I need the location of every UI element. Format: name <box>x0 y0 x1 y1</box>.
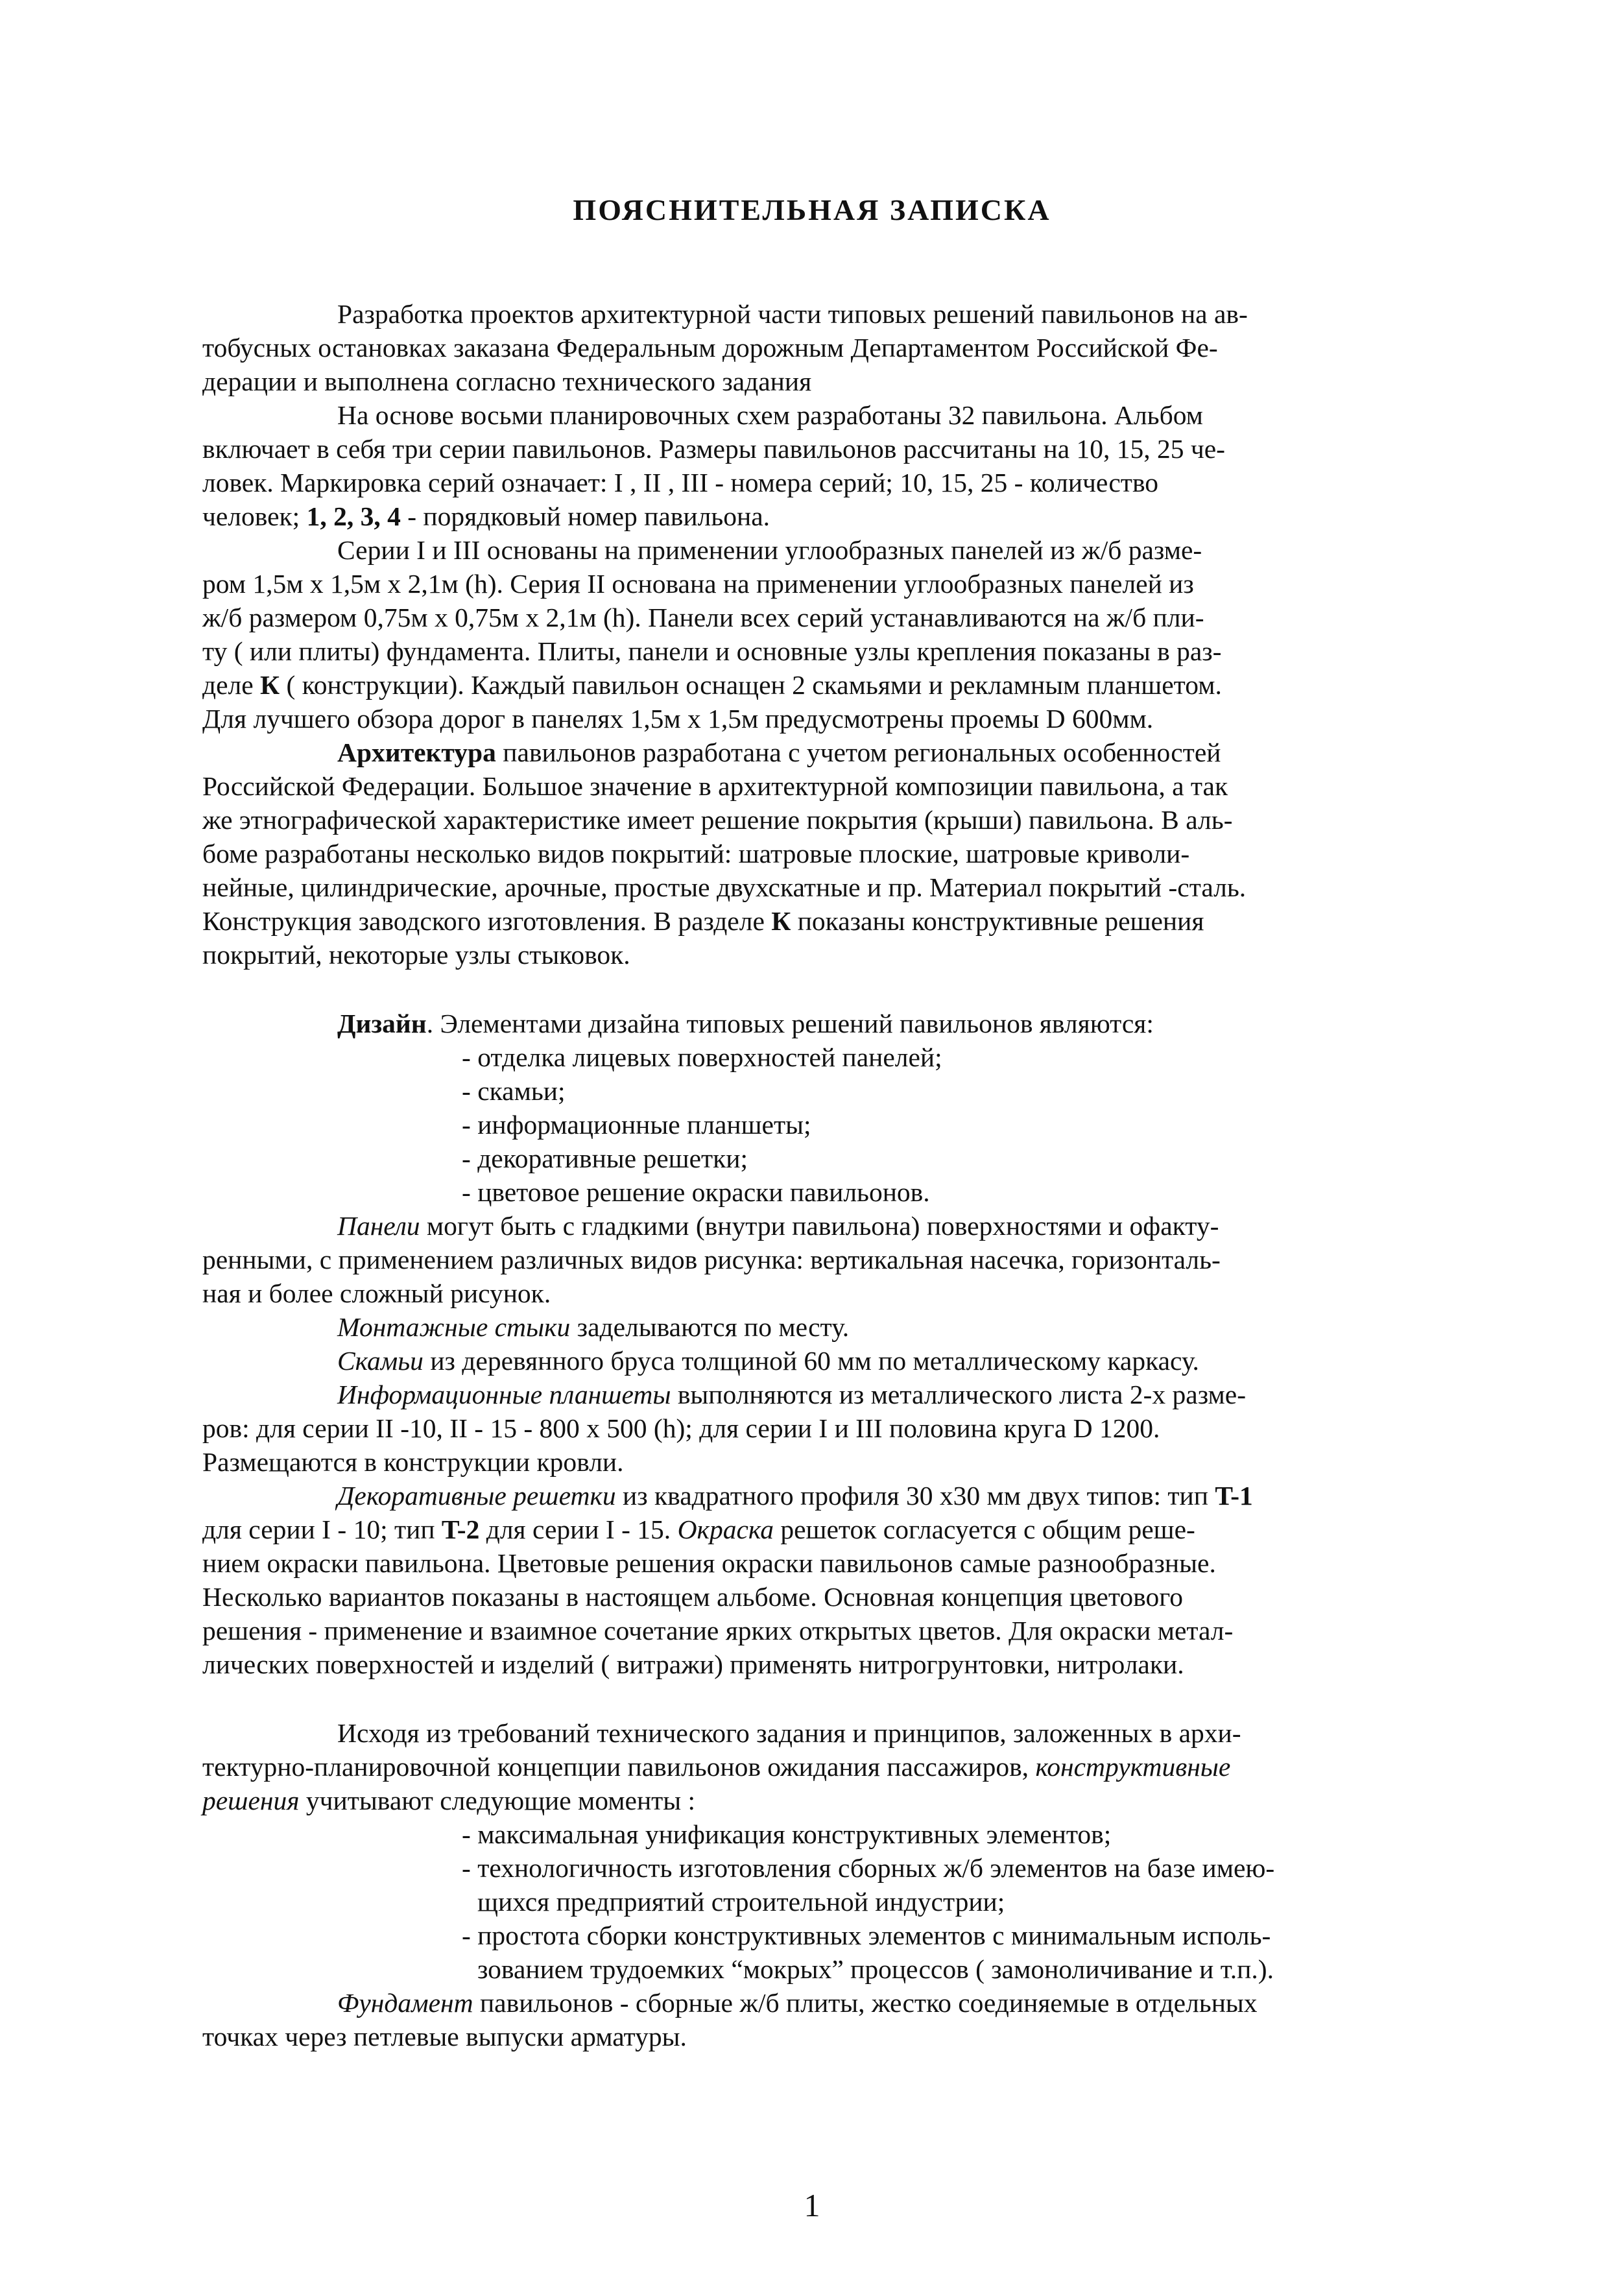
panels-line-2: ренными, с применением различных видов рисунка: вертикальная насечка, горизонталь- <box>202 1245 1221 1274</box>
panels-term: Панели <box>337 1211 420 1241</box>
constructive-list-item-cont: щихся предприятий строительной индустрии; <box>477 1887 1005 1917</box>
architecture-line-3: же этнографической характеристике имеет решение покрытия (крыши) павильона. В аль- <box>202 805 1233 835</box>
foundation-line-1-text: павильонов - сборные ж/б плиты, жестко соединяемые в отдельных <box>473 1988 1258 2018</box>
intro-line-7-numbers: 1, 2, 3, 4 <box>306 501 401 531</box>
design-list-item: - цветовое решение окраски павильонов. <box>462 1177 930 1207</box>
intro-line-2: тобусных остановках заказана Федеральным дорожным Департаментом Российской Фе- <box>202 333 1218 363</box>
intro-line-12-a: деле <box>202 670 261 700</box>
intro-line-3: дерации и выполнена согласно технического задания <box>202 366 812 396</box>
grilles-line-1 <box>337 1479 1253 1513</box>
foundation-line-2: точках через петлевые выпуски арматуры. <box>202 2022 687 2052</box>
constructive-line-3-b: учитывают следующие моменты : <box>299 1786 696 1815</box>
grilles-line-2-e: решеток согласуется с общим реше- <box>774 1514 1195 1544</box>
design-list-item: - информационные планшеты; <box>462 1110 811 1140</box>
architecture-line-5: нейные, цилиндрические, арочные, простые двухскатные и пр. Материал покрытий -сталь. <box>202 872 1247 902</box>
page-title: ПОЯСНИТЕЛЬНАЯ ЗАПИСКА <box>573 193 1051 226</box>
intro-line-12-k: К <box>260 670 280 700</box>
intro-line-7-c: - порядковый номер павильона. <box>400 501 770 531</box>
constructive-list-item: - простота сборки конструктивных элементов с минимальным исполь- <box>462 1920 1271 1950</box>
grilles-line-2 <box>202 1513 1195 1546</box>
grilles-line-2-a: для серии I - 10; тип <box>202 1514 442 1544</box>
constructive-list-item: - максимальная унификация конструктивных элементов; <box>462 1819 1112 1849</box>
panels-line-1-text: могут быть с гладкими (внутри павильона) поверхностями и офакту- <box>420 1211 1219 1241</box>
design-list-item: - декоративные решетки; <box>462 1143 748 1173</box>
architecture-line-4: боме разработаны несколько видов покрытий: шатровые плоские, шатровые криволи- <box>202 839 1190 868</box>
grille-type-t1: T-1 <box>1215 1481 1253 1511</box>
architecture-heading: Архитектура <box>337 737 496 767</box>
benches-term: Скамьи <box>337 1346 424 1376</box>
architecture-line-6-k: К <box>771 906 791 936</box>
joints-term: Монтажные стыки <box>337 1312 571 1342</box>
intro-line-11: ту ( или плиты) фундамента. Плиты, панели и основные узлы крепления показаны в раз- <box>202 636 1222 666</box>
architecture-line-1 <box>337 736 1221 769</box>
info-boards-line-3: Размещаются в конструкции кровли. <box>202 1447 624 1477</box>
architecture-line-1-text: павильонов разработана с учетом региональных особенностей <box>496 737 1221 767</box>
architecture-line-2: Российской Федерации. Большое значение в архитектурной композиции павильона, а так <box>202 771 1228 801</box>
intro-line-12 <box>202 668 1222 702</box>
foundation-line-1 <box>337 1986 1258 2020</box>
intro-line-5: включает в себя три серии павильонов. Размеры павильонов рассчитаны на 10, 15, 25 че- <box>202 434 1225 464</box>
intro-line-8: Серии I и III основаны на применении углообразных панелей из ж/б разме- <box>337 535 1202 565</box>
design-list-item: - отделка лицевых поверхностей панелей; <box>462 1042 942 1072</box>
grille-type-t2: T-2 <box>441 1514 480 1544</box>
info-boards-line-1 <box>337 1378 1246 1411</box>
info-boards-term: Информационные планшеты <box>337 1380 671 1409</box>
constructive-line-2-a: тектурно-планировочной концепции павильонов ожидания пассажиров, <box>202 1752 1036 1782</box>
grilles-line-1-text: из квадратного профиля 30 x30 мм двух типов: тип <box>615 1481 1215 1511</box>
constructive-list-item: - технологичность изготовления сборных ж/б элементов на базе имею- <box>462 1853 1275 1883</box>
intro-line-6: ловек. Маркировка серий означает: I , II , III - номера серий; 10, 15, 25 - количество <box>202 468 1158 497</box>
grilles-line-2-c: для серии I - 15. <box>479 1514 678 1544</box>
grilles-term: Декоративные решетки <box>337 1481 616 1511</box>
intro-line-9: ром 1,5м x 1,5м x 2,1м (h). Серия II основана на применении углообразных панелей из <box>202 569 1194 599</box>
info-boards-line-2: ров: для серии II -10, II - 15 - 800 x 500 (h); для серии I и III половина круга D 1200. <box>202 1413 1160 1443</box>
grilles-line-6: лических поверхностей и изделий ( витражи) применять нитрогрунтовки, нитролаки. <box>202 1649 1184 1679</box>
benches-text: из деревянного бруса толщиной 60 мм по металлическому каркасу. <box>423 1346 1199 1376</box>
design-line-1-text: . Элементами дизайна типовых решений павильонов являются: <box>426 1009 1154 1038</box>
solutions-term: решения <box>202 1786 300 1815</box>
architecture-line-6 <box>202 904 1204 938</box>
panels-line-1 <box>337 1209 1219 1243</box>
architecture-line-6-a: Конструкция заводского изготовления. В разделе <box>202 906 772 936</box>
info-boards-line-1-text: выполняются из металлического листа 2-х разме- <box>671 1380 1247 1409</box>
intro-line-7-a: человек; <box>202 501 307 531</box>
intro-line-13: Для лучшего обзора дорог в панелях 1,5м x 1,5м предусмотрены проемы D 600мм. <box>202 704 1154 734</box>
architecture-line-6-c: показаны конструктивные решения <box>791 906 1204 936</box>
design-line-1 <box>337 1007 1154 1040</box>
design-list-item: - скамьи; <box>462 1076 566 1106</box>
constructive-line-2 <box>202 1750 1230 1784</box>
architecture-line-7: покрытий, некоторые узлы стыковок. <box>202 940 630 970</box>
constructive-line-1: Исходя из требований технического задания и принципов, заложенных в архи- <box>337 1718 1241 1748</box>
intro-line-12-c: ( конструкции). Каждый павильон оснащен 2 скамьями и рекламным планшетом. <box>280 670 1222 700</box>
foundation-term: Фундамент <box>337 1988 473 2018</box>
joints-line <box>337 1310 849 1344</box>
benches-line <box>337 1344 1199 1378</box>
intro-line-7 <box>202 499 770 533</box>
design-heading: Дизайн <box>337 1009 427 1038</box>
grilles-line-5: решения - применение и взаимное сочетание ярких открытых цветов. Для окраски метал- <box>202 1616 1234 1645</box>
constructive-term: конструктивные <box>1035 1752 1231 1782</box>
joints-text: заделываются по месту. <box>570 1312 850 1342</box>
grilles-line-3: нием окраски павильона. Цветовые решения окраски павильонов самые разнообразные. <box>202 1548 1216 1578</box>
intro-line-1: Разработка проектов архитектурной части типовых решений павильонов на ав- <box>337 299 1248 329</box>
page-number: 1 <box>804 2187 820 2223</box>
intro-line-10: ж/б размером 0,75м x 0,75м x 2,1м (h). Панели всех серий устанавливаются на ж/б пли- <box>202 603 1204 632</box>
panels-line-3: ная и более сложный рисунок. <box>202 1278 551 1308</box>
painting-term: Окраска <box>677 1514 774 1544</box>
intro-line-4: На основе восьми планировочных схем разработаны 32 павильона. Альбом <box>337 400 1203 430</box>
grilles-line-4: Несколько вариантов показаны в настоящем альбоме. Основная концепция цветового <box>202 1582 1183 1612</box>
constructive-list-item-cont: зованием трудоемких “мокрых” процессов ( замоноличивание и т.п.). <box>477 1954 1274 1984</box>
constructive-line-3 <box>202 1784 695 1817</box>
